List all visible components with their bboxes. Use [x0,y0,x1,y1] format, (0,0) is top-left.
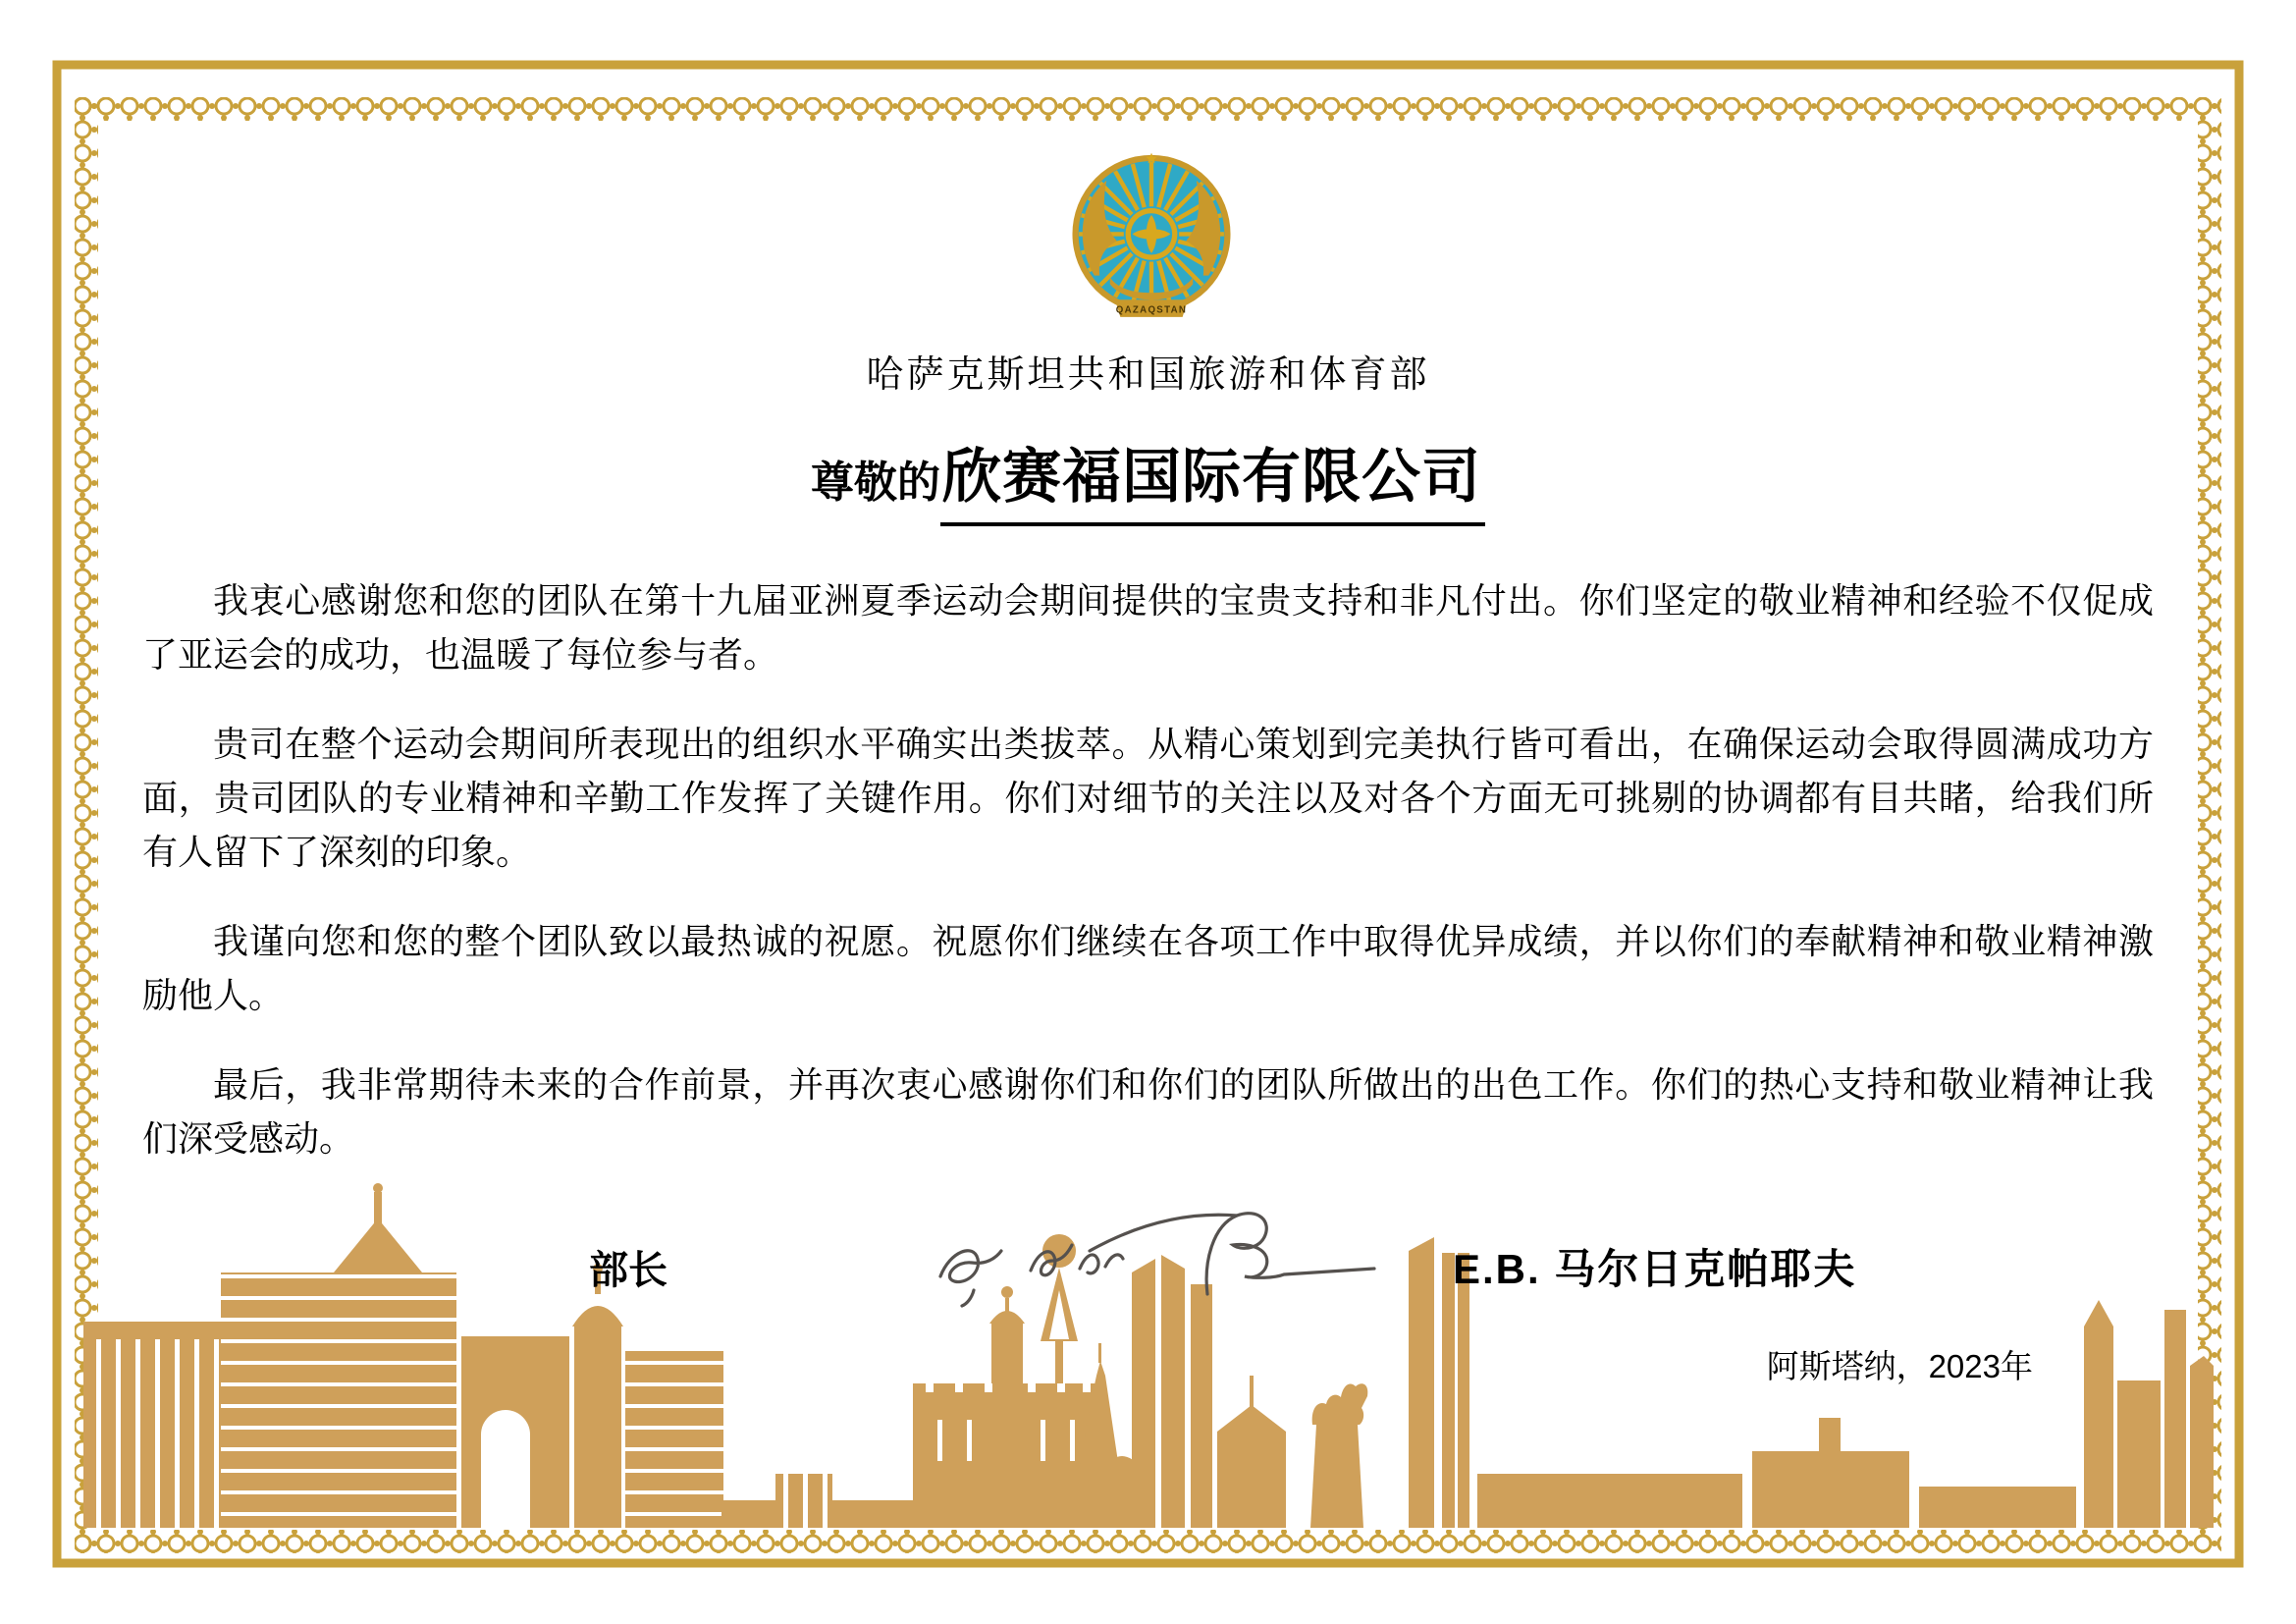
recipient-line [0,430,2296,526]
paragraph-1: 我衷心感谢您和您的团队在第十九届亚洲夏季运动会期间提供的宝贵支持和非凡付出。你们坚定的敬业精神和经验不仅促成了亚运会的成功，也温暖了每位参与者。 [142,580,2154,675]
minister-name: E.B. 马尔日克帕耶夫 [1453,1246,1857,1292]
emblem-banner-text: QAZAQSTAN [1115,304,1188,316]
paragraph-2: 贵司在整个运动会期间所表现出的组织水平确实出类拔萃。从精心策划到完美执行皆可看出，在确保运动会取得圆满成功方面，贵司团队的专业精神和辛勤工作发挥了关键作用。你们对细节的关注以及对各个方面无可挑剔的协调都有目共睹，给我们所有人留下了深刻的印象。 [142,724,2154,872]
paragraph-3: 我谨向您和您的整个团队致以最热诚的祝愿。祝愿你们继续在各项工作中取得优异成绩，并以你们的奉献精神和敬业精神激励他人。 [142,921,2154,1015]
letter-body [142,573,2154,1201]
recipient-company-name: 欣赛福国际有限公司 [940,430,1485,526]
minister-signature [913,1200,1404,1313]
minister-title: 部长 [589,1249,667,1292]
ministry-title: 哈萨克斯坦共和国旅游和体育部 [866,354,1430,396]
place-and-date: 阿斯塔纳，2023年 [1766,1348,2033,1384]
paragraph-4: 最后，我非常期待未来的合作前景，并再次衷心感谢你们和你们的团队所做出的出色工作。你们的热心支持和敬业精神让我们深受感动。 [142,1064,2154,1159]
salutation: 尊敬的 [811,459,940,507]
kazakhstan-emblem [1065,147,1238,334]
